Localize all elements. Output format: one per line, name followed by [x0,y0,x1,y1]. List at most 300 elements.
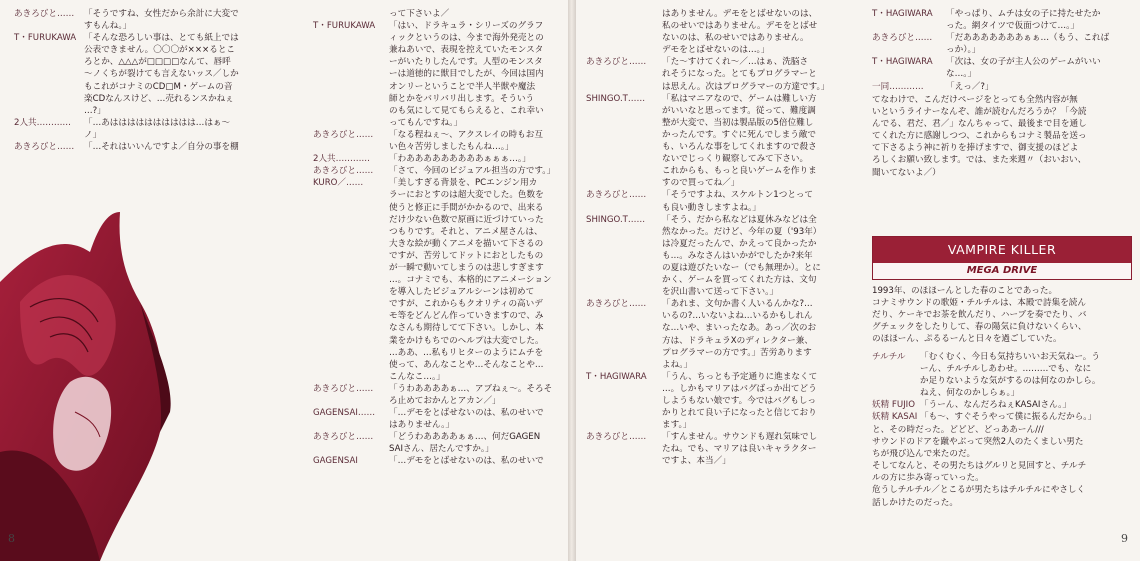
dialog-line [586,153,844,165]
speaker-label: あきろびと…… [14,9,75,19]
dialog-line [313,226,563,238]
speaker-label: あきろびと…… [586,57,647,68]
speaker-label [313,189,389,201]
page-number-right: 9 [1121,532,1128,545]
speaker-label: あきろびと…… [586,299,647,310]
speaker-label [586,455,662,467]
dialog-text: 「…あはははははははははは…はぁ〜 [84,117,231,128]
dialog-line [872,44,1134,56]
speaker-label [313,286,389,298]
dialog-line [872,387,1134,399]
dialog-text: プログラマーの方です。」苦労あります [662,347,812,358]
speaker-label: T・FURUKAWA [313,21,376,32]
speaker-label [313,81,389,93]
dialog-line [313,262,563,274]
dialog-text: がいいなと思ってます。従って、難度調 [662,105,816,116]
dialog-text: これからも、もっと良いゲームを作りま [662,166,817,177]
dialog-text: 「そうですね、女性だから余計に大変で [84,9,239,19]
dialog-line [586,347,844,359]
dialog-line [586,93,844,105]
dialog-text: モ等をどんどん作っていきますので、み [389,311,544,322]
speaker-label: SHINGO.T…… [586,93,646,104]
page-number-left: 8 [8,532,15,545]
dialog-text: 「…デモをとばせないのは、私のせいで [389,456,544,467]
dialog-text: ろ止めておかんとアカン／」 [389,396,501,406]
dialog-line [586,68,844,80]
speaker-label: 一同………… [872,81,924,92]
speaker-label: T・HAGIWARA [586,371,647,382]
dialog-line [313,335,563,347]
speaker-label [313,347,389,359]
speaker-label [872,375,920,387]
dialog-text: かりとれて良い子になったと信じており [662,408,817,419]
dialog-text: かく、ゲームを買ってくれた方は、文句 [662,275,817,286]
dialog-line [586,274,844,286]
dialog-line [313,81,563,93]
dialog-text: 「さて、今回のビジュアル担当の方です。」 [389,166,556,177]
speaker-label [586,20,662,32]
dialog-text: はありません。デモをとばせないのは、 [662,9,818,19]
speaker-label: あきろびと…… [872,33,933,44]
dialog-line [313,93,563,105]
dialog-text: 「むくむく、今日も気持ちいいお天気ねー。う [920,352,1100,362]
speaker-label: あきろびと…… [14,142,75,153]
dialog-line [872,56,1134,68]
dialog-text: 整が大変で、当初は製品版の5倍位難し [662,117,814,128]
dialog-text: 「た〜すけてくれ〜／…はぁ、洗脳さ [662,57,809,68]
speaker-label: あきろびと…… [313,432,374,443]
speaker-label [313,359,389,371]
speaker-label [313,214,389,226]
dialog-text: 師とかをバリバリ出します。そういう [389,93,535,104]
dialog-line [14,81,276,93]
dialog-line [313,274,563,286]
dialog-text: よね。」 [662,359,693,370]
story-continuation [872,424,1134,509]
dialog-text: れそうになった。とてもプログラマーと [662,69,817,80]
speaker-label [586,238,662,250]
dialog-text: 兼ねあいで、表現を控えていたモンスタ [389,45,544,56]
vampire-illustration [0,212,175,561]
dialog-line [313,347,563,359]
dialog-text: 公表できません。〇〇〇が×××るとこ [84,45,236,56]
dialog-text: こんなこ…。」 [389,371,445,382]
paragraph-line: 危うしチルチル／とこるが男たちはチルチルにやさしく [872,485,1086,496]
dialog-text: 「うん、ちっとも予定通りに進まなくて [662,371,818,382]
dialog-text: …。しかもマリアはバグばっか出てどう [662,383,817,394]
dialog-line [313,68,563,80]
dialog-line [313,44,563,56]
dialog-text: ってもんですね。」 [389,117,463,128]
speaker-label [313,8,389,20]
speaker-label [313,202,389,214]
dialog-text: は冷夏だったんで、かえって良かったか [662,238,817,249]
dialog-text: 使うと修正に手間がかかるので、出来る [389,202,544,213]
dialog-line [313,129,563,141]
dialog-text: 「だあああああああぁぁ…（もう、これば [946,33,1110,44]
dialog-text: を導入したビジュアルシーンは初めて [389,287,535,298]
dialog-line [313,105,563,117]
speaker-label: GAGENSAI [313,456,358,467]
dialog-text: オンリーということで半人半獣や魔法 [389,81,536,92]
paragraph-line: ちが飛び込んで来たのだ。 [872,449,976,460]
dialog-text: ィックというのは、今まで海外発売との [389,33,544,44]
dialog-text: なさんも期待してて下さい。しかし、本 [389,323,544,334]
dialog-text: も…。みなさんはいかがでしたか?来年 [662,250,813,261]
dialog-line [313,455,563,467]
dialog-text: 「どうわああああぁぁ…、何だGAGEN [389,432,541,443]
dialog-text: ねえ、何なのかしらぁ。」 [920,388,1020,399]
speaker-label [586,44,662,56]
dialog-line [313,371,563,383]
speaker-label [586,8,662,20]
dialog-line [586,298,844,310]
dialog-text: 〜ノくちが裂けても言えないッス／しか [84,69,239,80]
dialog-text: ないのは、私のせいではありません。 [662,33,809,44]
dialog-line [14,20,276,32]
dialog-text: か足りないような気がするのは何なのかしら。 [920,376,1101,387]
dialog-text: な…。」 [946,69,977,80]
dialog-line [313,383,563,395]
left-column-1 [14,8,276,153]
dialog-text: な…いや、まいったなあ。あっ／次のお [662,323,817,334]
speaker-label: あきろびと…… [313,166,374,177]
dialog-line [872,20,1134,32]
speaker-label [313,32,389,44]
dialog-line [586,383,844,395]
dialog-line [872,81,1134,93]
speaker-label [313,93,389,105]
speaker-label [586,226,662,238]
speaker-label [313,56,389,68]
dialog-text: っか）。」 [946,45,981,56]
dialog-text: はありません。」 [389,420,454,431]
dialog-text: ですよ、本当／」 [662,456,731,467]
dialog-text: 「すんません。サウンドも遅れ気味でし [662,432,818,443]
dialog-line [313,286,563,298]
dialog-text: の夏は遊びたいなー（でも無理か）。とに [662,262,821,273]
speaker-label [586,419,662,431]
speaker-label: 妖精 FUJIO [872,400,915,411]
paragraph-line: てなわけで、こんだけページをとっても全然内容が無 [872,95,1078,105]
dialog-text: は思えん。次はプログラマーの方達です。」 [662,81,830,92]
dialog-line [586,141,844,153]
dialog-text: もこれがコナミのCD□M・ゲームの音 [84,81,233,92]
dialog-text: 「やっぱり、ムチは女の子に持たせたか [946,9,1101,19]
speaker-label [872,387,920,399]
dialog-line [14,8,276,20]
dialog-line [313,177,563,189]
speaker-label [313,298,389,310]
dialog-line [586,56,844,68]
speaker-label: T・FURUKAWA [14,33,77,44]
dialog-line [586,359,844,371]
dialog-text: 「も〜、すぐそうやって僕に振るんだから。」 [920,412,1097,423]
paragraph-line: ろしくお願い致します。では、また来週〃（おいおい、 [872,155,1087,166]
dialog-text: が一瞬で動いてしまうのは悲しすぎます [389,262,544,273]
speaker-label [313,105,389,117]
speaker-label [14,129,84,141]
dialog-line [14,141,276,153]
dialog-line [586,371,844,383]
dialog-line [586,455,844,467]
dialog-line [586,262,844,274]
dialog-line [586,286,844,298]
section-title: VAMPIRE KILLER [873,237,1131,263]
dialog-line [872,363,1134,375]
dialog-text: のも気にして見てもらえると、これ幸い [389,105,544,116]
dialog-text: 「…それはいいんですよ／自分の事を棚 [84,142,239,153]
dialog-line [872,8,1134,20]
dialog-line [586,189,844,201]
dialog-line [586,20,844,32]
speaker-label: 2人共………… [14,117,72,128]
speaker-label [586,286,662,298]
dialog-line [14,105,276,117]
paragraph-line: だり、ケーキでお茶を飲んだり、ハーブを奏でたり、バ [872,310,1087,321]
dialog-text: ですが、苦労してドットにおとしたもの [389,250,544,261]
speaker-label [586,407,662,419]
story-dialog [872,351,1134,424]
speaker-label [313,335,389,347]
paragraph-line: と、その時だった。どどど、どっああーん/// [872,425,1044,435]
paragraph-line: んでる、君だ、君／」なんちゃって、最後まで目を通し [872,119,1087,130]
dialog-line [586,105,844,117]
dialog-text: SAIさん、居たんですか。」 [389,444,494,455]
dialog-line [313,141,563,153]
dialog-text: ます。」 [662,420,692,431]
dialog-line [586,117,844,129]
dialog-line [313,20,563,32]
speaker-label: あきろびと…… [313,383,374,394]
paragraph-line: いというライナーなんぞ、誰が読むんだろうか？「今読 [872,107,1087,118]
dialog-line [586,214,844,226]
dialog-line [313,298,563,310]
dialog-line [586,129,844,141]
dialog-line [872,68,1134,80]
dialog-text: いるの?…いないよね…いるかもしれん [662,311,813,322]
dialog-text: 然なかった。だけど、今年の夏（'93年） [662,226,822,237]
dialog-line [872,32,1134,44]
speaker-label: あきろびと…… [586,190,647,201]
dialog-line [313,8,563,20]
paragraph-line: のほほーん、ぷるるーんと日々を過ごしていた。 [872,334,1062,345]
dialog-text: 「美しすぎる背景を、PCエンジン用カ [389,178,538,189]
speaker-label [586,395,662,407]
dialog-line [586,335,844,347]
speaker-label: 妖精 KASAI [872,412,918,423]
vampire-killer-heading-box [872,236,1132,280]
dialog-line [586,322,844,334]
dialog-line [313,153,563,165]
speaker-label [313,395,389,407]
closing-paragraph [872,94,1134,179]
speaker-label [586,443,662,455]
speaker-label [586,383,662,395]
dialog-line [313,395,563,407]
speaker-label [313,322,389,334]
dialog-text: ないでじっくり観察してみて下さい。 [662,154,809,165]
dialog-text: すもんね。」 [84,21,132,32]
dialog-text: 「はい、ドラキュラ・シリーズのグラフ [389,21,544,32]
speaker-label: GAGENSAI…… [313,408,376,419]
dialog-line [14,32,276,44]
dialog-text: 「うわああああぁ…、アブねぇ〜。そろそ [389,383,553,394]
speaker-label [14,105,84,117]
dialog-text: ーん、チルチルしあわせ。………でも、なに [920,364,1092,375]
paragraph-line: てくれた方に感謝しつつ、これからもコナミ製品を送っ [872,131,1087,142]
paragraph-line: ルの方に歩み寄っていった。 [872,473,984,484]
speaker-label [586,165,662,177]
paragraph-line: 話しかけたのだった。 [872,497,958,508]
speaker-label [586,310,662,322]
dialog-text: 「…デモをとばせないのは、私のせいで [389,408,544,419]
paragraph-line: サウンドのドアを蹴やぶって突然2人のたくましい男た [872,437,1084,448]
dialog-text: ろとか、△△△が□□□□なんて、唇呼 [84,57,231,68]
speaker-label [586,129,662,141]
speaker-label: あきろびと…… [586,432,647,443]
right-column-2-top [872,8,1134,93]
dialog-line [313,117,563,129]
dialog-line [872,375,1134,387]
dialog-text: しようもない娘です。今ではバグもしっ [662,396,817,406]
speaker-label [872,20,946,32]
speaker-label [14,20,84,32]
dialog-line [586,407,844,419]
speaker-label [14,56,84,68]
dialog-text: 「あれま、文句か書く人いるんかな?… [662,299,813,310]
paragraph-line: 聞いてないよ／） [872,167,941,178]
dialog-line [313,310,563,322]
speaker-label [313,44,389,56]
speaker-label [313,310,389,322]
speaker-label [586,250,662,262]
dialog-line [872,399,1134,411]
speaker-label: 2人共………… [313,154,371,165]
speaker-label [586,347,662,359]
dialog-text: …?」 [84,105,106,116]
dialog-line [313,32,563,44]
speaker-label [872,68,946,80]
dialog-text: も良い動きしますよね。」 [662,202,761,213]
speaker-label [14,68,84,80]
paragraph-line: 1993年、のほほーんとした春のことであった。 [872,286,1058,296]
dialog-text: った。網タイツで仮面つけて…。」 [946,21,1080,32]
dialog-line [586,395,844,407]
dialog-text: 「えっ／?」 [946,81,994,92]
dialog-line [313,322,563,334]
dialog-text: を沢山書いて送って下さい。」 [662,287,779,298]
speaker-label [313,250,389,262]
dialog-line [313,202,563,214]
speaker-label [586,359,662,371]
dialog-line [586,238,844,250]
dialog-line [313,238,563,250]
dialog-text: い色々苦労しましたもんね…。」 [389,142,514,153]
dialog-line [313,214,563,226]
paragraph-line: コナミサウンドの歌姫・チルチルは、本殿で詩集を読ん [872,298,1086,309]
speaker-label [586,81,662,93]
dialog-text: 「次は、女の子が主人公のゲームがいい [946,57,1101,68]
speaker-label [313,117,389,129]
dialog-text: すので買ってね／」 [662,178,740,189]
dialog-text: 業をかけもちでのヘルプは大変でした。 [389,335,544,346]
speaker-label: SHINGO.T…… [586,214,646,225]
paragraph-line: て下さるよう神に祈りを捧げますで、御支援のほどよ [872,143,1079,154]
right-page [576,0,1140,561]
speaker-label [313,419,389,431]
dialog-text: …ああ、…私もリヒターのようにムチを [389,347,544,358]
speaker-label [586,262,662,274]
dialog-line [14,117,276,129]
speaker-label [586,177,662,189]
speaker-label: チルチル [872,352,906,362]
dialog-line [586,44,844,56]
speaker-label [586,274,662,286]
dialog-line [586,165,844,177]
speaker-label [586,105,662,117]
dialog-line [586,32,844,44]
paragraph-line: そしてなんと、その男たちはグルリと見回すと、チルチ [872,461,1087,472]
left-page [0,0,568,561]
dialog-line [313,189,563,201]
speaker-label [586,141,662,153]
dialog-line [313,165,563,177]
dialog-text: 大きな絵が動くアニメを描いて下さるの [389,238,544,249]
speaker-label [313,371,389,383]
speaker-label [313,443,389,455]
speaker-label [14,81,84,93]
dialog-line [313,431,563,443]
dialog-line [313,250,563,262]
speaker-label [586,117,662,129]
dialog-text: ーは道徳的に獣目でしたが、今回は国内 [389,69,544,80]
dialog-line [586,177,844,189]
dialog-text: 「そんな恐ろしい事は、とても紙上では [84,33,239,44]
right-column-1 [586,8,844,468]
speaker-label [313,141,389,153]
dialog-line [313,419,563,431]
dialog-text: 「なる程ねぇ〜、アクスレイの時もお互 [389,129,543,140]
dialog-line [14,68,276,80]
dialog-line [872,351,1134,363]
dialog-text: 私のせいではありません。デモをとばせ [662,21,818,32]
speaker-label: T・HAGIWARA [872,9,933,19]
dialog-line [872,411,1134,423]
speaker-label [586,153,662,165]
dialog-text: たね。でも、マリアは良いキャラクター [662,444,817,455]
speaker-label [14,93,84,105]
speaker-label [313,274,389,286]
dialog-line [586,443,844,455]
dialog-line [586,250,844,262]
dialog-text: ノ」 [84,129,102,140]
story-intro [872,285,1134,345]
dialog-text: だけ少ない色数で原画に近づけていった [389,214,544,225]
speaker-label [586,335,662,347]
speaker-label [586,68,662,80]
dialog-text: 「そう、だから私などは夏休みなどは全 [662,214,817,225]
dialog-text: デモをとばせないのは…。」 [662,45,770,56]
dialog-text: 「うーん、なんだろねぇKASAIさん。」 [920,400,1072,411]
speaker-label [313,226,389,238]
dialog-line [586,81,844,93]
speaker-label [586,32,662,44]
dialog-line [313,359,563,371]
left-column-2 [313,8,563,468]
dialog-text: 「私はマニアなので、ゲームは難しい方 [662,93,817,104]
speaker-label: T・HAGIWARA [872,57,933,68]
